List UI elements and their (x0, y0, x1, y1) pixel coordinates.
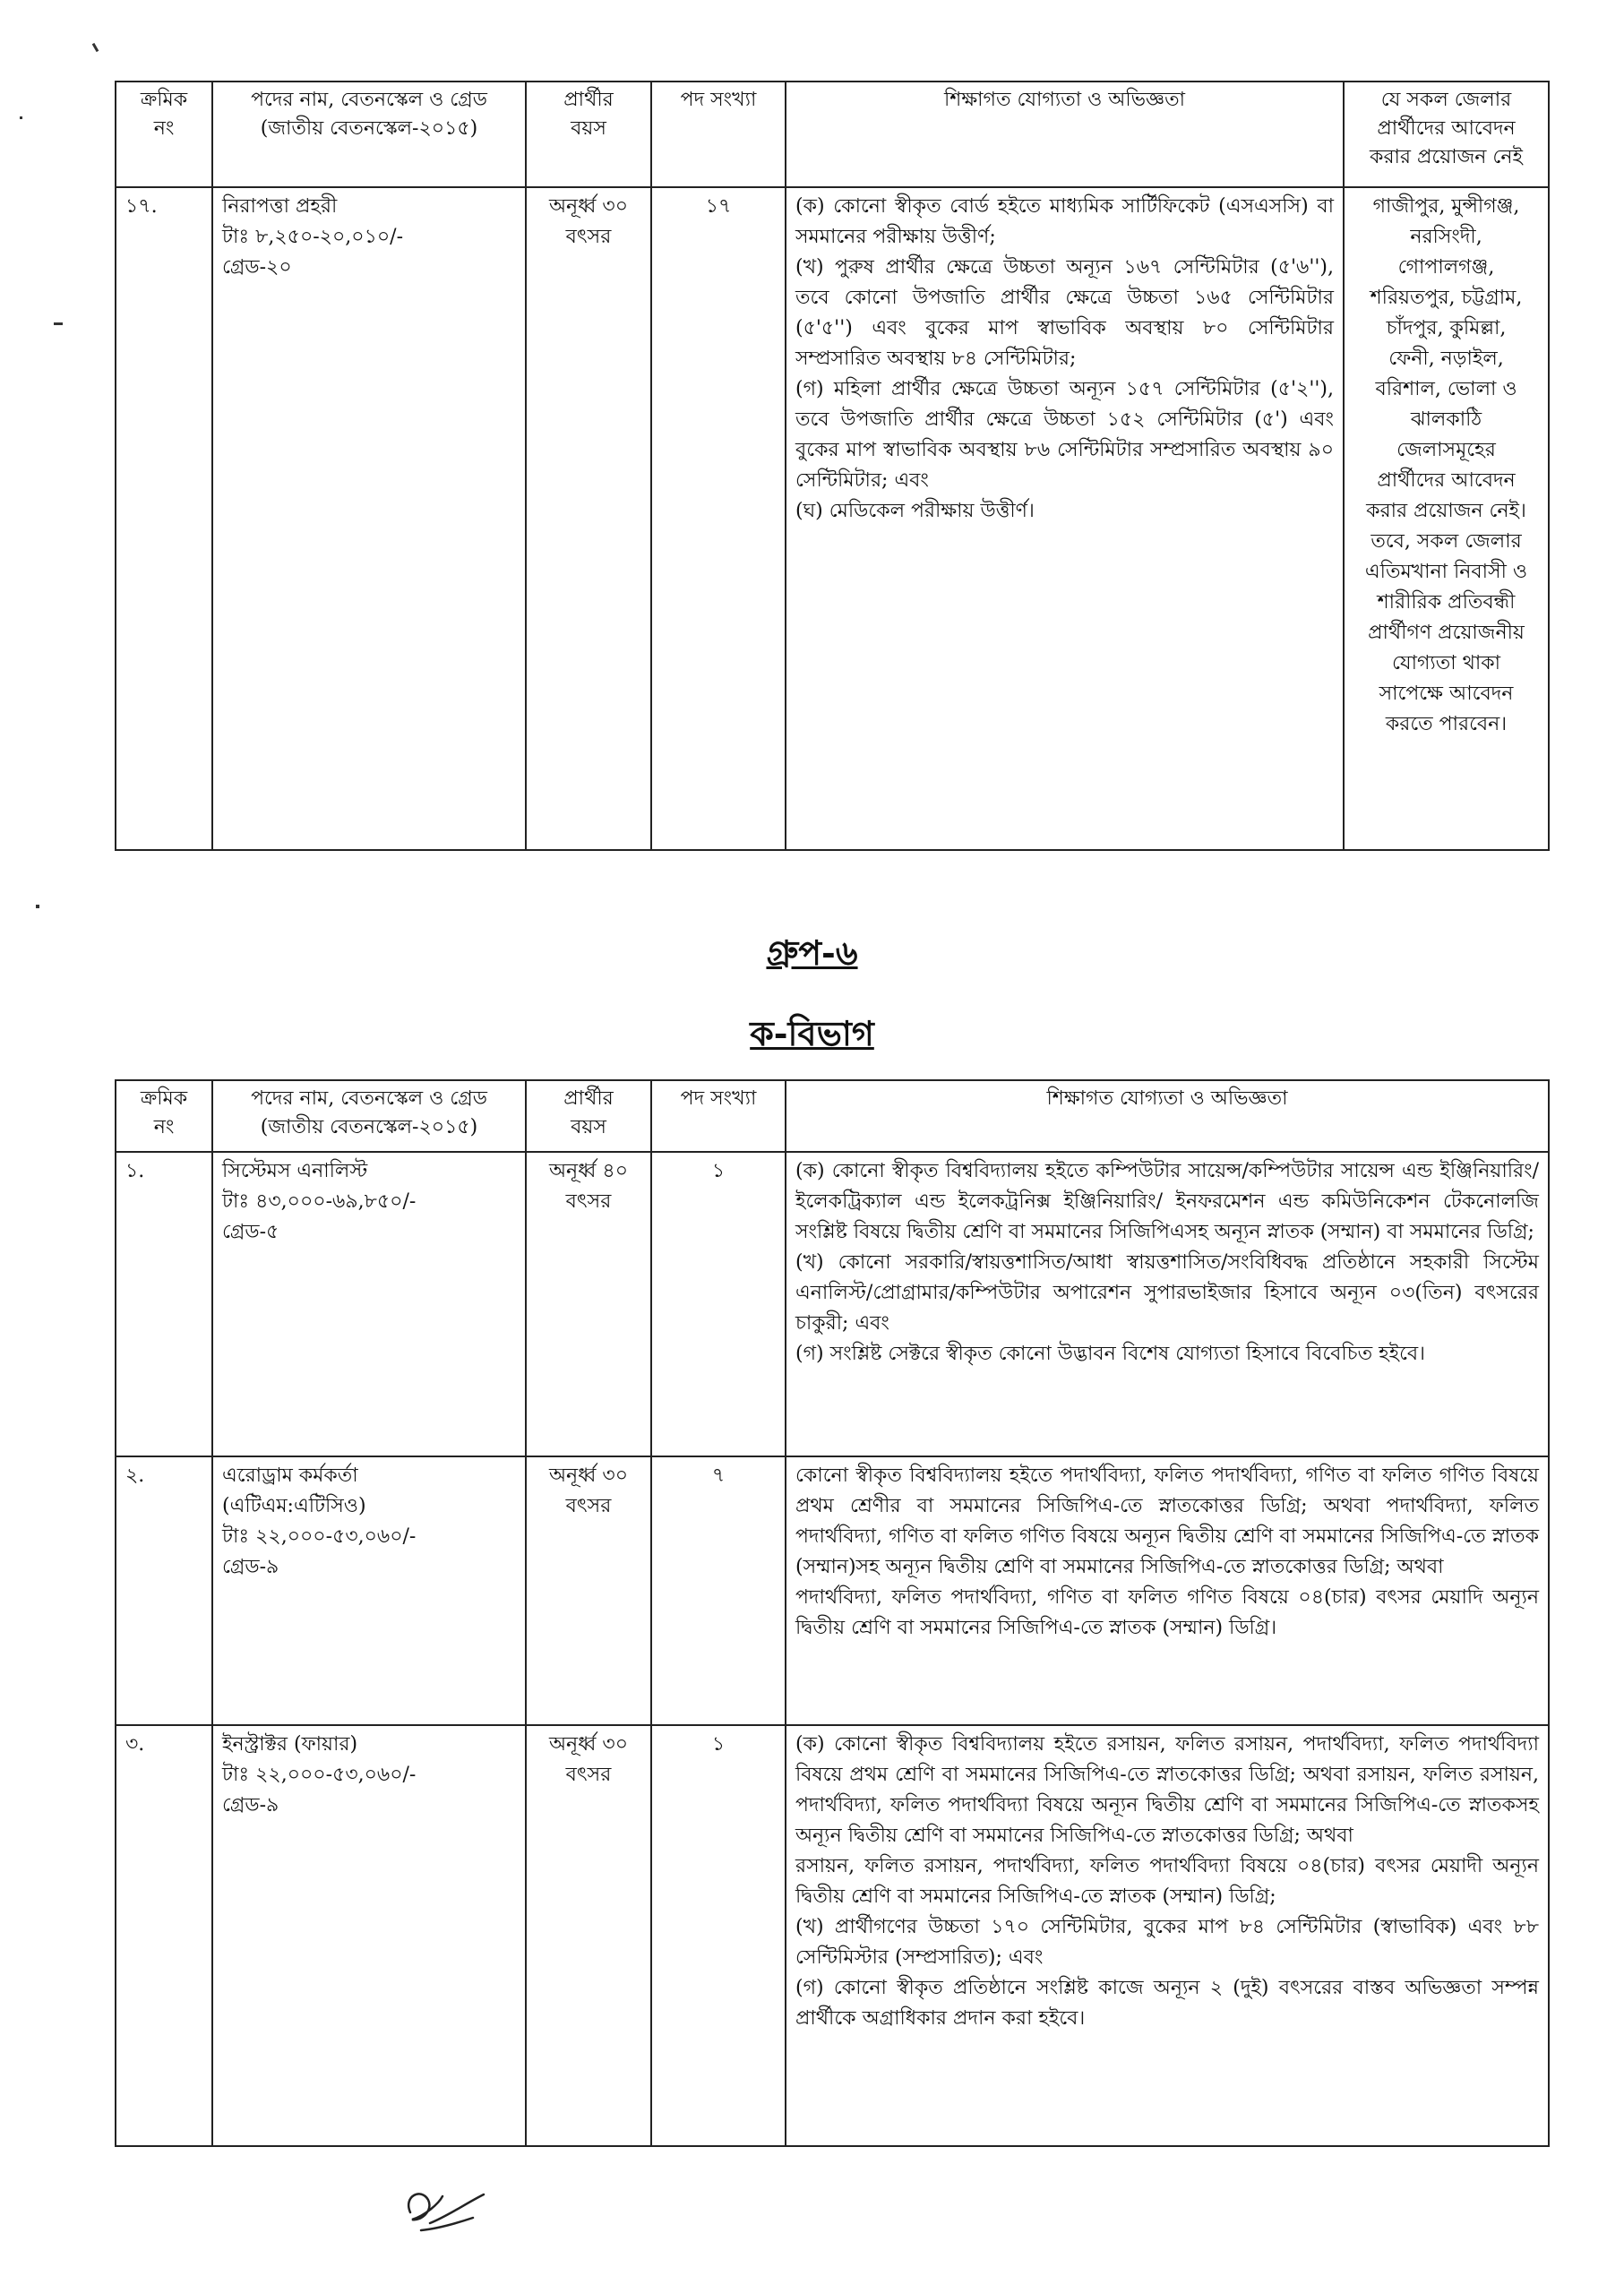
cell-districts: গাজীপুর, মুন্সীগঞ্জ, নরসিংদী, গোপালগঞ্জ, শরিয়তপুর, চট্টগ্রাম, চাঁদপুর, কুমিল্লা, ফেনী, নড়াইল, বরিশাল, ভোলা ও ঝালকাঠি জেলাসমূহের প্রার্থীদের আবেদন করার প্রয়োজন নেই। তবে, সকল জেলার এতিমখানা নিবাসী ও শারীরিক প্রতিবন্ধী প্রার্থীগণ প্রয়োজনীয় যোগ্যতা থাকা সাপেক্ষে আবেদন করতে পারবেন। (1344, 187, 1549, 850)
cell-age: অনূর্ধ্ব ৩০ বৎসর (526, 1456, 651, 1725)
cell-post (212, 1456, 526, 1725)
post-grade: গ্রেড-২০ (222, 256, 292, 279)
cell-age: অনূর্ধ্ব ৪০ বৎসর (526, 1152, 651, 1456)
cell-qualification: (ক) কোনো স্বীকৃত বোর্ড হইতে মাধ্যমিক সার্টিফিকেট (এসএসসি) বা সমমানের পরীক্ষায় উত্তীর্ণ; (খ) পুরুষ প্রার্থীর ক্ষেত্রে উচ্চতা অন্যূন ১৬৭ সেন্টিমিটার (৫'৬''), তবে কোনো উপজাতি প্রার্থীর ক্ষেত্রে উচ্চতা ১৬৫ সেন্টিমিটার (৫'৫'') এবং বুকের মাপ স্বাভাবিক অবস্থায় ৮০ সেন্টিমিটার সম্প্রসারিত অবস্থায় ৮৪ সেন্টিমিটার; (গ) মহিলা প্রার্থীর ক্ষেত্রে উচ্চতা অন্যূন ১৫৭ সেন্টিমিটার (৫'২''), তবে উপজাতি প্রার্থীর ক্ষেত্রে উচ্চতা ১৫২ সেন্টিমিটার (৫') এবং বুকের মাপ স্বাভাবিক অবস্থায় ৮৬ সেন্টিমিটার সম্প্রসারিত অবস্থায় ৯০ সেন্টিমিটার; এবং (ঘ) মেডিকেল পরীক্ষায় উত্তীর্ণ। (786, 187, 1344, 850)
table-header-row (116, 82, 1549, 187)
header-districts: যে সকল জেলার প্রার্থীদের আবেদন করার প্রয়োজন নেই (1344, 82, 1549, 187)
group-heading: গ্রুপ-৬ (766, 932, 858, 973)
header-age: প্রার্থীর বয়স (526, 82, 651, 187)
cell-age: অনূর্ধ্ব ৩০ বৎসর (526, 1725, 651, 2146)
post-grade: গ্রেড-৯ (222, 1794, 279, 1816)
header-count: পদ সংখ্যা (651, 1080, 786, 1152)
post-title: ইনস্ট্রাক্টর (ফায়ার) (222, 1733, 358, 1756)
table-row (116, 1456, 1549, 1725)
post-title: সিস্টেমস এনালিস্ট (222, 1160, 368, 1182)
cell-count: ৭ (651, 1456, 786, 1725)
scan-speck (36, 905, 39, 908)
table-header-row (116, 1080, 1549, 1152)
header-post: পদের নাম, বেতনস্কেল ও গ্রেড (জাতীয় বেতনস্কেল-২০১৫) (212, 82, 526, 187)
cell-serial: ১. (116, 1152, 212, 1456)
header-serial: ক্রমিক নং (116, 82, 212, 187)
table-row (116, 1152, 1549, 1456)
post-scale: টাঃ ৪৩,০০০-৬৯,৮৫০/- (222, 1190, 417, 1213)
post-grade: গ্রেড-৫ (222, 1221, 279, 1243)
post-scale: টাঃ ৮,২৫০-২০,০১০/- (222, 226, 404, 248)
cell-post (212, 1152, 526, 1456)
cell-serial: ২. (116, 1456, 212, 1725)
cell-serial: ১৭. (116, 187, 212, 850)
cell-serial: ৩. (116, 1725, 212, 2146)
post-title: নিরাপত্তা প্রহরী (222, 195, 338, 218)
header-age: প্রার্থীর বয়স (526, 1080, 651, 1152)
post-scale: টাঃ ২২,০০০-৫৩,০৬০/- (222, 1525, 417, 1548)
header-qualification: শিক্ষাগত যোগ্যতা ও অভিজ্ঞতা (786, 1080, 1549, 1152)
post-subtitle: (এটিএম:এটিসিও) (222, 1495, 366, 1517)
header-qualification: শিক্ষাগত যোগ্যতা ও অভিজ্ঞতা (786, 82, 1344, 187)
cell-count: ১৭ (651, 187, 786, 850)
cell-count: ১ (651, 1725, 786, 2146)
cell-age: অনূর্ধ্ব ৩০ বৎসর (526, 187, 651, 850)
post-grade: গ্রেড-৯ (222, 1556, 279, 1578)
post-title: এরোড্রাম কর্মকর্তা (222, 1464, 358, 1487)
cell-count: ১ (651, 1152, 786, 1456)
scan-speck (92, 43, 99, 52)
cell-post (212, 1725, 526, 2146)
cell-qualification: (ক) কোনো স্বীকৃত বিশ্ববিদ্যালয় হইতে রসায়ন, ফলিত রসায়ন, পদার্থবিদ্যা, ফলিত পদার্থবিদ্যা বিষয়ে প্রথম শ্রেণি বা সমমানের সিজিপিএ-তে স্নাতকোত্তর ডিগ্রি; অথবা রসায়ন, ফলিত রসায়ন, পদার্থবিদ্যা, ফলিত পদার্থবিদ্যা বিষয়ে অন্যূন দ্বিতীয় শ্রেণি বা সমমানের সিজিপিএ-তে স্নাতকসহ অন্যূন দ্বিতীয় শ্রেণি বা সমমানের সিজিপিএ-তে স্নাতকোত্তর ডিগ্রি; অথবা রসায়ন, ফলিত রসায়ন, পদার্থবিদ্যা, ফলিত পদার্থবিদ্যা বিষয়ে ০৪(চার) বৎসর মেয়াদী অন্যূন দ্বিতীয় শ্রেণি বা সমমানের সিজিপিএ-তে স্নাতক (সম্মান) ডিগ্রি; (খ) প্রার্থীগণের উচ্চতা ১৭০ সেন্টিমিটার, বুকের মাপ ৮৪ সেন্টিমিটার (স্বাভাবিক) এবং ৮৮ সেন্টিমিস্টার (সম্প্রসারিত); এবং (গ) কোনো স্বীকৃত প্রতিষ্ঠানে সংশ্লিষ্ট কাজে অন্যূন ২ (দুই) বৎসরের বাস্তব অভিজ্ঞতা সম্পন্ন প্রার্থীকে অগ্রাধিকার প্রদান করা হইবে। (786, 1725, 1549, 2146)
table-security-guard (115, 81, 1550, 851)
table-group-6 (115, 1079, 1550, 2147)
cell-qualification: (ক) কোনো স্বীকৃত বিশ্ববিদ্যালয় হইতে কম্পিউটার সায়েন্স/কম্পিউটার সায়েন্স এন্ড ইঞ্জিনিয়ারিং/ইলেকট্রিক্যাল এন্ড ইলেকট্রনিক্স ইঞ্জিনিয়ারিং/ ইনফরমেশন এন্ড কমিউনিকেশন টেকনোলজি সংশ্লিষ্ট বিষয়ে দ্বিতীয় শ্রেণি বা সমমানের সিজিপিএসহ অন্যূন স্নাতক (সম্মান) বা সমমানের ডিগ্রি; (খ) কোনো সরকারি/স্বায়ত্তশাসিত/আধা স্বায়ত্তশাসিত/সংবিধিবদ্ধ প্রতিষ্ঠানে সহকারী সিস্টেম এনালিস্ট/প্রোগ্রামার/কম্পিউটার অপারেশন সুপারভাইজার হিসাবে অন্যূন ০৩(তিন) বৎসরের চাকুরী; এবং (গ) সংশ্লিষ্ট সেক্টরে স্বীকৃত কোনো উদ্ভাবন বিশেষ যোগ্যতা হিসাবে বিবেচিত হইবে। (786, 1152, 1549, 1456)
table-row (116, 1725, 1549, 2146)
post-scale: টাঃ ২২,০০০-৫৩,০৬০/- (222, 1764, 417, 1786)
header-count: পদ সংখ্যা (651, 82, 786, 187)
header-serial: ক্রমিক নং (116, 1080, 212, 1152)
header-post: পদের নাম, বেতনস্কেল ও গ্রেড (জাতীয় বেতনস্কেল-২০১৫) (212, 1080, 526, 1152)
section-heading: ক-বিভাগ (750, 1013, 874, 1053)
scan-speck (20, 116, 22, 119)
table-row (116, 187, 1549, 850)
cell-post (212, 187, 526, 850)
scan-speck (54, 322, 63, 325)
signature-mark (394, 2177, 502, 2239)
cell-qualification: কোনো স্বীকৃত বিশ্ববিদ্যালয় হইতে পদার্থবিদ্যা, ফলিত পদার্থবিদ্যা, গণিত বা ফলিত গণিত বিষয়ে প্রথম শ্রেণীর বা সমমানের সিজিপিএ-তে স্নাতকোত্তর ডিগ্রি; অথবা পদার্থবিদ্যা, ফলিত পদার্থবিদ্যা, গণিত বা ফলিত গণিত বিষয়ে অন্যূন দ্বিতীয় শ্রেণি বা সমমানের সিজিপিএ-তে স্নাতক (সম্মান)সহ অন্যূন দ্বিতীয় শ্রেণি বা সমমানের সিজিপিএ-তে স্নাতকোত্তর ডিগ্রি; অথবা পদার্থবিদ্যা, ফলিত পদার্থবিদ্যা, গণিত বা ফলিত গণিত বিষয়ে ০৪(চার) বৎসর মেয়াদি অন্যূন দ্বিতীয় শ্রেণি বা সমমানের সিজিপিএ-তে স্নাতক (সম্মান) ডিগ্রি। (786, 1456, 1549, 1725)
